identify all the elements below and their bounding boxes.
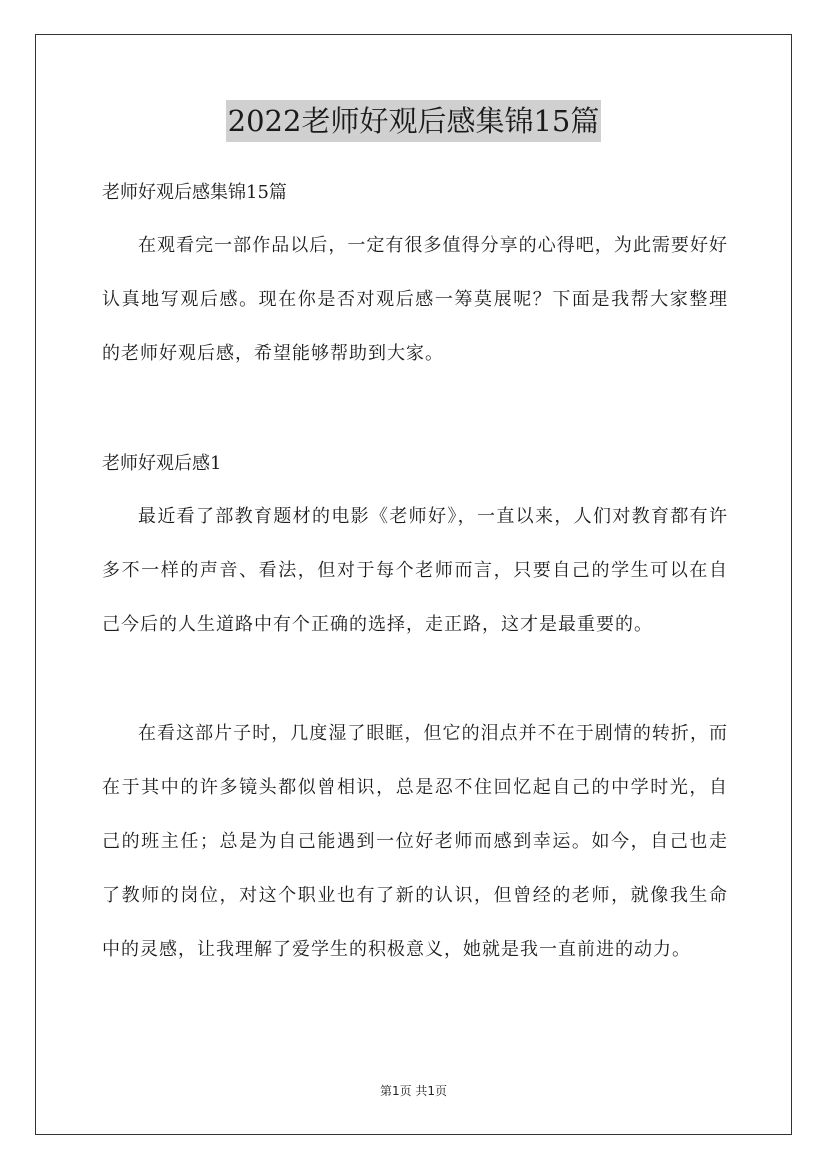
section-heading-1: 老师好观后感1 <box>102 453 222 474</box>
document-subtitle: 老师好观后感集锦15篇 <box>102 182 287 203</box>
document-title <box>0 100 827 142</box>
document-title-text: 2022老师好观后感集锦15篇 <box>226 100 602 142</box>
page-number-label: 第1页 共1页 <box>379 1084 448 1098</box>
page-footer <box>0 1082 827 1099</box>
section-1-paragraph-2: 在看这部片子时，几度湿了眼眶，但它的泪点并不在于剧情的转折，而在于其中的许多镜头都似曾相识，总是忍不住回忆起自己的中学时光，自己的班主任；总是为自己能遇到一位好老师而感到幸运。如今，自己也走了教师的岗位，对这个职业也有了新的认识，但曾经的老师，就像我生命中的灵感，让我理解了爱学生的积极意义，她就是我一直前进的动力。 <box>102 723 728 960</box>
section-1-paragraph-1: 最近看了部教育题材的电影《老师好》，一直以来，人们对教育都有许多不一样的声音、看法，但对于每个老师而言，只要自己的学生可以在自己今后的人生道路中有个正确的选择，走正路，这才是最重要的。 <box>102 506 728 635</box>
intro-paragraph: 在观看完一部作品以后，一定有很多值得分享的心得吧，为此需要好好认真地写观后感。现在你是否对观后感一筹莫展呢？下面是我帮大家整理的老师好观后感，希望能够帮助到大家。 <box>102 235 728 364</box>
